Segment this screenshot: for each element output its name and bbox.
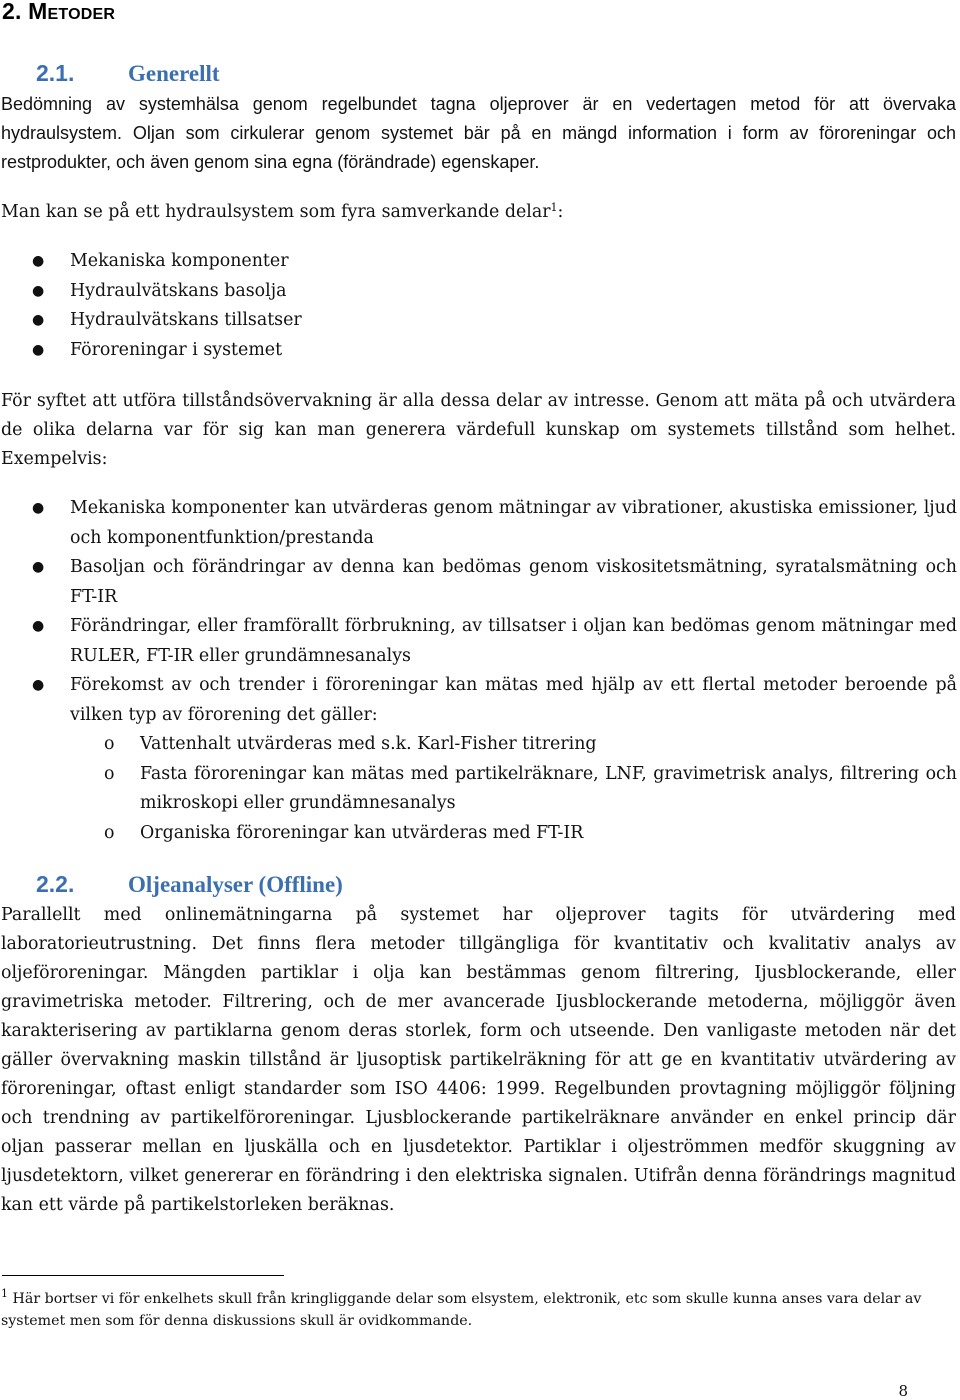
sub-examples-list bbox=[70, 730, 957, 848]
list-item-text: Mekaniska komponenter bbox=[70, 251, 289, 271]
purpose-paragraph: För syftet att utföra tillståndsövervakning är alla dessa delar av intresse. Genom att mäta på och utvärdera de olika delarna var för sig kan man generera värdefull kunskap om systemets tillstånd som helhet. Exempelvis: bbox=[1, 391, 956, 469]
sub-list-item-text: Vattenhalt utvärderas med s.k. Karl-Fisher titrering bbox=[140, 734, 597, 754]
circle-bullet-icon: o bbox=[104, 734, 115, 754]
intro-paragraph: Bedömning av systemhälsa genom regelbundet tagna oljeprover är en vedertagen metod för att övervaka hydraulsystem. Oljan som cirkulerar genom systemet bär på en mängd information i form av föroreningar och restprodukter, och även genom sina egna (förändrade) egenskaper. bbox=[1, 94, 956, 172]
list-item-text: Föroreningar i systemet bbox=[70, 339, 283, 360]
bullet-icon: ● bbox=[32, 559, 45, 575]
list-item bbox=[0, 306, 957, 336]
parts-lead-text: Man kan se på ett hydraulsystem som fyra samverkande delar bbox=[1, 202, 551, 222]
circle-bullet-icon: o bbox=[104, 763, 115, 784]
list-item bbox=[0, 247, 957, 277]
sub-list-item bbox=[70, 760, 957, 819]
bullet-icon: ● bbox=[32, 253, 45, 269]
section-heading-generellt bbox=[36, 62, 220, 85]
list-item bbox=[0, 612, 957, 671]
bullet-icon: ● bbox=[32, 282, 45, 299]
bullet-icon: ● bbox=[32, 618, 45, 634]
section-heading-oljeanalyser bbox=[36, 873, 343, 896]
sub-list-item bbox=[70, 730, 957, 760]
footnote-reference: 1 bbox=[550, 201, 558, 214]
sub-list-item-text: Organiska föroreningar kan utvärderas med FT-IR bbox=[140, 822, 584, 843]
circle-bullet-icon: o bbox=[104, 822, 115, 843]
section-title: Generellt bbox=[128, 61, 220, 86]
list-item bbox=[0, 494, 957, 553]
footnote-marker: 1 bbox=[1, 1287, 8, 1300]
parts-lead-paragraph bbox=[1, 198, 956, 227]
list-item-text: Basoljan och förändringar av denna kan bedömas genom viskositetsmätning, syratalsmätning och FT-IR bbox=[70, 557, 957, 607]
parts-list bbox=[0, 247, 957, 365]
footnote-text: Här bortser vi för enkelhets skull från kringliggande delar som elsystem, elektronik, etc som skulle kunna anses vara delar av systemet men som för denna diskussions skull är ovidkommande. bbox=[1, 1291, 922, 1329]
footnote bbox=[1, 1288, 958, 1332]
sub-list-item bbox=[70, 819, 957, 849]
sub-list-item-text: Fasta föroreningar kan mätas med partikelräknare, LNF, gravimetrisk analys, filtrering och mikroskopi eller grundämnesanalys bbox=[140, 763, 957, 813]
list-item-text: Förändringar, eller framförallt förbrukning, av tillsatser i oljan kan bedömas genom mätningar med RULER, FT-IR eller grundämnesanalys bbox=[70, 616, 957, 666]
list-item-text: Förekomst av och trender i föroreningar kan mätas med hjälp av ett flertal metoder beroende på vilken typ av förorening det gäller: bbox=[70, 675, 957, 725]
page-number: 8 bbox=[898, 1382, 908, 1400]
list-item bbox=[0, 336, 957, 366]
bullet-icon: ● bbox=[32, 341, 45, 358]
list-item-text: Hydraulvätskans tillsatser bbox=[70, 310, 302, 330]
section-title: Oljeanalyser (Offline) bbox=[128, 872, 343, 897]
list-item bbox=[0, 277, 957, 307]
examples-list bbox=[0, 494, 957, 848]
list-item-text: Mekaniska komponenter kan utvärderas genom mätningar av vibrationer, akustiska emissioner, ljud och komponentfunktion/prestanda bbox=[70, 498, 957, 548]
chapter-heading: 2. Metoder bbox=[2, 0, 116, 24]
section-number: 2.2. bbox=[36, 871, 75, 897]
list-item bbox=[0, 553, 957, 612]
list-item bbox=[0, 671, 957, 848]
bullet-icon: ● bbox=[32, 677, 45, 693]
bullet-icon: ● bbox=[32, 312, 45, 328]
footnote-separator bbox=[2, 1275, 284, 1276]
bullet-icon: ● bbox=[32, 500, 45, 516]
parts-lead-end: : bbox=[557, 202, 564, 222]
list-item-text: Hydraulvätskans basolja bbox=[70, 280, 287, 301]
oljeanalyser-paragraph: Parallellt med onlinemätningarna på systemet har oljeprover tagits för utvärdering med laboratorieutrustning. Det finns flera metoder tillgängliga för kvantitativ och kvalitativ analys av oljeföroreningar. Mängden partiklar i olja kan bestämmas genom filtrering, Ijusblockerande, eller gravimetriska metoder. Filtrering, och de mer avancerade Ijusblockerande metoderna, möjliggör även karakterisering av partiklarna genom deras storlek, form och utseende. Den vanligaste metoden när det gäller övervakning maskin tillstånd är ljusoptisk partikelräkning för att ge en kvantitativ utvärdering av föroreningar, oftast enligt standarder som ISO 4406: 1999. Regelbunden provtagning möjliggör följning och trendning av partikelföroreningar. Ljusblockerande partikelräknare använder en enkel princip där oljan passerar mellan en ljuskälla och en ljusdetektor. Partiklar i oljeströmmen medför skuggning av ljusdetektorn, vilket genererar en förändring i den elektriska signalen. Utifrån denna förändrings magnitud kan ett värde på partikelstorleken beräknas. bbox=[1, 905, 956, 1215]
section-number: 2.1. bbox=[36, 60, 75, 86]
